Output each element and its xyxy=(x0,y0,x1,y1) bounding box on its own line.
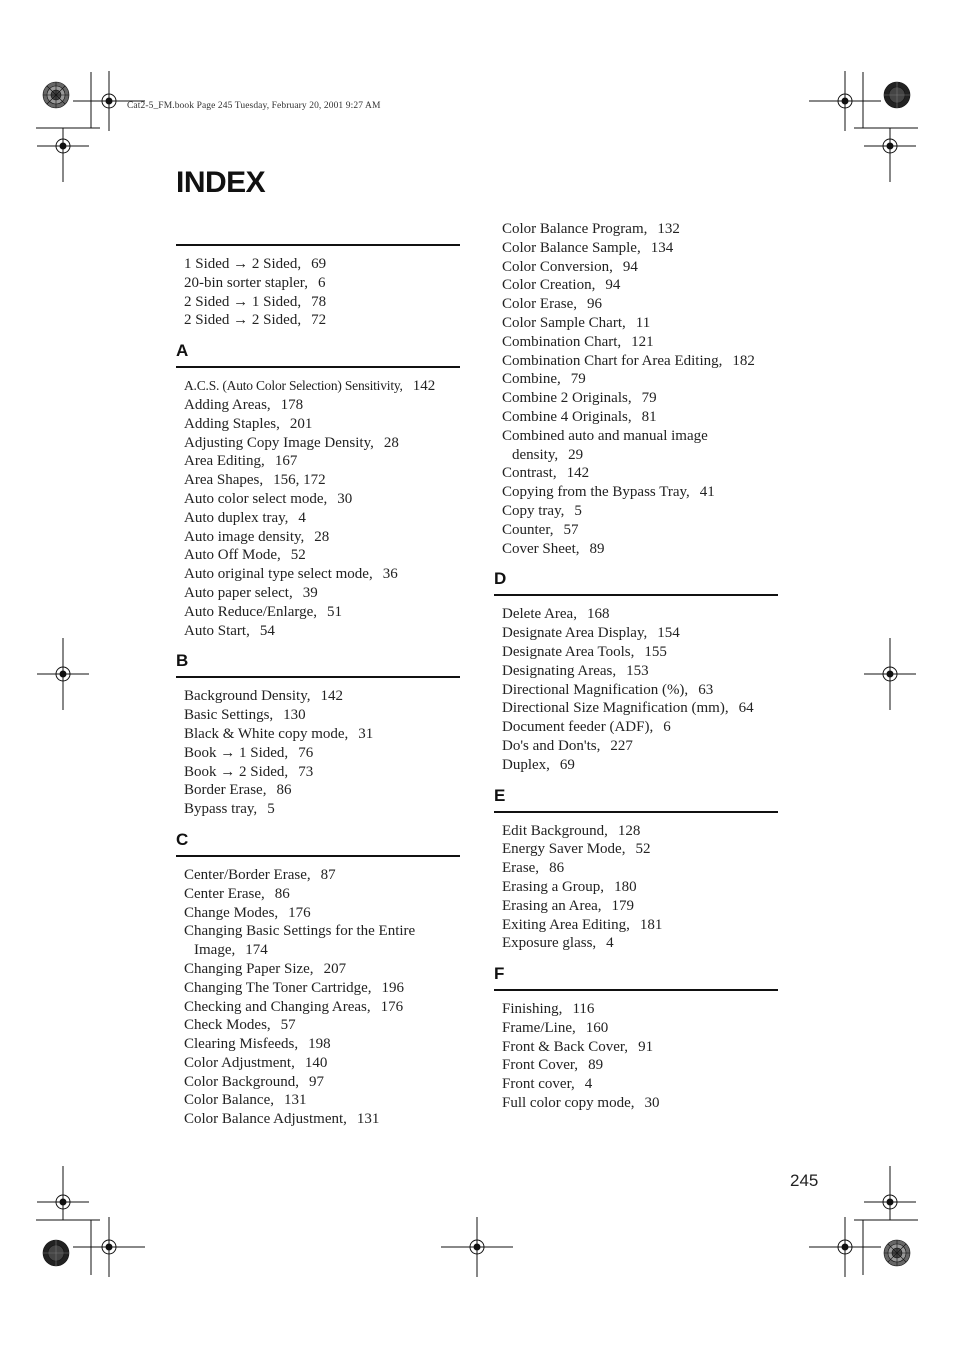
index-entry-continuation-text: Image, xyxy=(194,942,236,959)
index-entry-page: 167 xyxy=(274,453,298,470)
index-entry xyxy=(184,434,460,453)
index-entry xyxy=(502,276,778,295)
index-entry-term: Do's and Don'ts, xyxy=(502,737,601,754)
index-entry-page: 51 xyxy=(327,603,343,620)
index-entry xyxy=(184,622,460,641)
index-entry-page: 96 xyxy=(586,296,602,313)
entry-list xyxy=(494,220,778,558)
index-entry xyxy=(184,866,460,885)
index-entry-page: 4 xyxy=(606,935,614,952)
index-entry-term: Auto Start, xyxy=(184,622,250,639)
index-entry-page: 227 xyxy=(610,737,633,754)
index-entry-page: 121 xyxy=(631,333,654,350)
index-entry-term: A.C.S. (Auto Color Selection) Sensitivity, xyxy=(184,378,403,394)
entry-list xyxy=(176,368,460,640)
index-entry-page: 30 xyxy=(337,490,353,507)
index-entry-term: Designate Area Tools, xyxy=(502,643,635,660)
index-entry xyxy=(184,904,460,923)
index-section xyxy=(176,650,460,819)
index-entry-term: Contrast, xyxy=(502,465,557,482)
index-entry xyxy=(502,1000,778,1019)
index-entry-page: 79 xyxy=(570,371,586,388)
index-entry-term: Color Adjustment, xyxy=(184,1054,295,1071)
index-entry-page: 116 xyxy=(572,1001,595,1018)
index-entry-term: Erase, xyxy=(502,860,540,877)
index-entry-term: Adding Areas, xyxy=(184,396,271,413)
index-entry-term: Background Density, xyxy=(184,688,311,705)
index-entry-page: 6 xyxy=(317,274,326,291)
index-entry-page: 132 xyxy=(657,221,680,237)
index-entry-term: Auto Off Mode, xyxy=(184,547,281,564)
index-entry-term: Changing Paper Size, xyxy=(184,960,314,977)
index-entry-term: Finishing, xyxy=(502,1001,563,1018)
index-entry-term: Erasing a Group, xyxy=(502,878,605,895)
index-entry xyxy=(184,998,460,1017)
index-entry-term: Delete Area, xyxy=(502,606,577,623)
index-section xyxy=(494,785,778,954)
index-entry xyxy=(502,737,778,756)
index-section xyxy=(176,244,460,330)
index-entry-page: 78 xyxy=(311,293,327,310)
index-entry xyxy=(502,333,778,352)
index-entry xyxy=(184,603,460,622)
index-entry-term: Adjusting Copy Image Density, xyxy=(184,434,374,451)
index-entry xyxy=(184,565,460,584)
index-entry-page: 6 xyxy=(663,719,671,736)
index-entry-page: 134 xyxy=(650,239,674,256)
index-entry-term: Exiting Area Editing, xyxy=(502,916,630,933)
index-entry-term: Directional Magnification (%), xyxy=(502,681,689,698)
index-entry-page: 28 xyxy=(383,434,399,451)
index-entry xyxy=(502,464,778,483)
index-entry-page: 87 xyxy=(320,866,336,883)
index-entry-term: Front cover, xyxy=(502,1076,575,1093)
index-entry xyxy=(502,389,778,408)
index-entry-page: 94 xyxy=(622,258,638,275)
index-entry xyxy=(184,471,460,490)
index-entry-term: Book → 1 Sided, xyxy=(184,744,289,761)
index-entry-term: Clearing Misfeeds, xyxy=(184,1036,299,1053)
index-entry-page: 142 xyxy=(412,378,436,395)
index-entry-page: 73 xyxy=(298,763,314,780)
index-entry-page: 31 xyxy=(358,725,374,742)
index-entry-page: 86 xyxy=(549,860,565,877)
index-entry-term: Auto image density, xyxy=(184,528,305,545)
index-entry-term: Cover Sheet, xyxy=(502,540,580,557)
index-entry-page: 160 xyxy=(585,1019,609,1036)
index-entry-term: Color Conversion, xyxy=(502,258,613,275)
page-title: INDEX xyxy=(176,166,266,199)
index-entry-term: Bypass tray, xyxy=(184,801,258,818)
index-entry-page: 140 xyxy=(304,1054,328,1071)
index-entry-page: 57 xyxy=(563,521,579,538)
index-entry xyxy=(184,885,460,904)
section-letter: F xyxy=(494,964,505,984)
index-entry-page: 156, 172 xyxy=(273,472,326,489)
index-entry xyxy=(502,718,778,737)
index-entry-term: Exposure glass, xyxy=(502,935,597,952)
index-entry xyxy=(502,370,778,389)
index-entry-page: 52 xyxy=(290,547,306,564)
index-column-right xyxy=(494,220,778,1113)
index-entry-page: 130 xyxy=(283,707,306,724)
index-entry xyxy=(502,643,778,662)
index-entry xyxy=(502,352,778,371)
index-entry-page: 86 xyxy=(274,885,290,902)
index-entry-page: 72 xyxy=(311,312,327,329)
index-entry-term: Combine 2 Originals, xyxy=(502,390,632,407)
index-column-left xyxy=(176,244,460,1129)
index-entry-page: 79 xyxy=(641,390,657,407)
index-entry xyxy=(184,781,460,800)
index-entry xyxy=(502,699,778,718)
index-entry-term: 20-bin sorter stapler, xyxy=(184,274,308,291)
index-entry xyxy=(502,483,778,502)
index-entry-page: 94 xyxy=(605,277,621,294)
index-entry-term: Copying from the Bypass Tray, xyxy=(502,484,690,501)
index-entry xyxy=(184,1091,460,1110)
index-entry-term: Combination Chart, xyxy=(502,333,622,350)
index-entry-page: 182 xyxy=(732,352,755,369)
index-entry-page: 69 xyxy=(559,756,575,773)
index-section xyxy=(494,568,778,774)
index-entry-term: Auto original type select mode, xyxy=(184,566,373,583)
color-target-marks xyxy=(43,82,910,1266)
index-entry-term: Border Erase, xyxy=(184,782,267,799)
index-entry-term: Energy Saver Mode, xyxy=(502,841,626,858)
index-entry-term: 2 Sided → 1 Sided, xyxy=(184,293,302,310)
index-entry-page: 63 xyxy=(698,681,714,698)
index-entry xyxy=(502,220,778,239)
index-entry-term: Document feeder (ADF), xyxy=(502,719,654,736)
index-entry xyxy=(502,624,778,643)
index-entry-term: Checking and Changing Areas, xyxy=(184,998,371,1015)
index-entry-term: Book → 2 Sided, xyxy=(184,763,289,780)
index-entry-page: 196 xyxy=(381,979,405,996)
index-entry-page: 176 xyxy=(380,998,404,1015)
index-entry-term: Black & White copy mode, xyxy=(184,725,349,742)
entry-list xyxy=(494,991,778,1113)
index-entry-term: Counter, xyxy=(502,521,554,538)
index-entry xyxy=(184,979,460,998)
index-entry xyxy=(184,922,460,960)
index-entry xyxy=(502,540,778,559)
index-entry-term: Adding Staples, xyxy=(184,415,280,432)
index-entry xyxy=(502,521,778,540)
index-entry-continuation-text: density, xyxy=(512,446,559,463)
index-entry-page: 52 xyxy=(635,841,651,858)
index-entry xyxy=(502,916,778,935)
index-entry-page: 5 xyxy=(574,502,582,519)
index-entry-term: Erasing an Area, xyxy=(502,897,602,914)
index-entry xyxy=(184,744,460,763)
section-letter: D xyxy=(494,569,507,589)
index-entry-page: 131 xyxy=(283,1092,307,1109)
index-entry-page: 11 xyxy=(635,314,651,331)
index-entry xyxy=(184,509,460,528)
entry-list xyxy=(494,596,778,774)
index-entry xyxy=(502,1038,778,1057)
index-entry xyxy=(502,314,778,333)
index-entry-term: Changing The Toner Cartridge, xyxy=(184,979,372,996)
index-entry xyxy=(502,605,778,624)
index-entry-term: Auto paper select, xyxy=(184,584,293,601)
index-entry-page: 180 xyxy=(614,878,637,895)
index-entry xyxy=(184,274,460,293)
index-entry-page: 76 xyxy=(298,744,314,761)
index-entry xyxy=(184,1016,460,1035)
index-entry xyxy=(502,1075,778,1094)
index-entry xyxy=(184,293,460,312)
index-entry xyxy=(502,1094,778,1113)
index-entry-page: 178 xyxy=(280,396,304,413)
index-entry-term: Combine 4 Originals, xyxy=(502,408,632,425)
index-entry xyxy=(184,452,460,471)
index-entry xyxy=(502,502,778,521)
index-entry-term: Color Balance Sample, xyxy=(502,239,641,256)
index-entry-page: 181 xyxy=(639,916,663,933)
index-entry-term: Directional Size Magnification (mm), xyxy=(502,700,729,717)
index-entry-term: Auto color select mode, xyxy=(184,490,328,507)
print-header: Cat2-5_FM.book Page 245 Tuesday, February 20, 2001 9:27 AM xyxy=(127,101,381,111)
index-entry-term: Combination Chart for Area Editing, xyxy=(502,352,723,369)
index-entry-term: Front & Back Cover, xyxy=(502,1038,629,1055)
index-entry xyxy=(184,725,460,744)
index-entry xyxy=(184,528,460,547)
index-entry-term: Front Cover, xyxy=(502,1057,579,1074)
index-entry-term: Area Editing, xyxy=(184,453,265,470)
index-entry xyxy=(184,415,460,434)
section-letter: B xyxy=(176,651,189,671)
index-entry xyxy=(502,258,778,277)
index-entry-term: 1 Sided → 2 Sided, xyxy=(184,256,302,272)
index-entry xyxy=(502,897,778,916)
index-entry-page: 174 xyxy=(245,942,268,959)
index-entry-page: 89 xyxy=(588,1057,604,1074)
index-entry-page: 89 xyxy=(589,540,605,557)
index-entry-term: Frame/Line, xyxy=(502,1019,576,1036)
index-entry-term: Change Modes, xyxy=(184,904,279,921)
index-entry xyxy=(502,859,778,878)
index-entry-page: 36 xyxy=(382,566,398,583)
index-entry-term: Combined auto and manual image xyxy=(502,427,708,444)
index-entry-term: 2 Sided → 2 Sided, xyxy=(184,312,302,329)
index-entry-page: 54 xyxy=(259,622,275,639)
index-entry-page: 57 xyxy=(280,1017,296,1034)
entry-list xyxy=(176,857,460,1129)
index-entry xyxy=(502,1056,778,1075)
index-entry xyxy=(502,408,778,427)
index-entry-term: Copy tray, xyxy=(502,502,565,519)
index-section xyxy=(494,220,778,558)
index-entry-term: Auto duplex tray, xyxy=(184,509,289,526)
index-entry-page: 91 xyxy=(638,1038,654,1055)
index-entry xyxy=(502,681,778,700)
index-entry-page: 30 xyxy=(644,1095,660,1112)
index-entry xyxy=(184,546,460,565)
index-entry xyxy=(184,1035,460,1054)
index-entry-page: 155 xyxy=(644,643,667,660)
index-entry-page: 142 xyxy=(320,688,344,705)
index-entry-term: Check Modes, xyxy=(184,1017,271,1034)
index-entry xyxy=(184,1110,460,1129)
index-entry-term: Color Erase, xyxy=(502,296,577,313)
index-entry-page: 64 xyxy=(738,700,754,717)
index-entry-term: Duplex, xyxy=(502,756,550,773)
index-entry-page: 201 xyxy=(289,415,313,432)
index-entry xyxy=(184,311,460,330)
entry-list xyxy=(176,246,460,330)
index-entry-term: Designating Areas, xyxy=(502,662,617,679)
entry-list xyxy=(494,813,778,954)
index-entry-page: 4 xyxy=(298,509,306,526)
index-entry-page: 128 xyxy=(617,822,641,839)
index-entry-page: 5 xyxy=(267,801,275,818)
index-entry xyxy=(502,295,778,314)
index-entry xyxy=(184,763,460,782)
crosshair-marks xyxy=(37,71,916,1277)
index-entry-term: Color Balance Adjustment, xyxy=(184,1111,347,1128)
index-entry-page: 154 xyxy=(657,625,680,642)
index-entry-term: Center Erase, xyxy=(184,885,265,902)
index-entry xyxy=(184,396,460,415)
index-entry-page: 198 xyxy=(308,1036,331,1053)
page-number: 245 xyxy=(790,1171,819,1190)
index-entry-term: Auto Reduce/Enlarge, xyxy=(184,603,318,620)
index-entry-term: Center/Border Erase, xyxy=(184,866,311,883)
entry-list xyxy=(176,678,460,819)
index-entry xyxy=(184,255,460,274)
index-entry-term: Combine, xyxy=(502,371,561,388)
index-entry-continuation xyxy=(502,446,778,465)
index-section xyxy=(176,829,460,1129)
index-entry xyxy=(502,840,778,859)
index-entry-page: 176 xyxy=(288,904,311,921)
index-entry-term: Color Creation, xyxy=(502,277,596,294)
section-letter: A xyxy=(176,341,189,361)
index-entry-continuation xyxy=(184,941,460,960)
index-entry xyxy=(184,1054,460,1073)
index-entry-page: 69 xyxy=(311,256,327,272)
section-letter: C xyxy=(176,829,189,849)
index-entry-page: 4 xyxy=(584,1076,593,1093)
index-entry-page: 39 xyxy=(302,584,318,601)
index-entry-term: Edit Background, xyxy=(502,822,608,839)
index-entry-term: Designate Area Display, xyxy=(502,625,648,642)
index-entry xyxy=(184,584,460,603)
index-entry xyxy=(184,706,460,725)
index-entry-term: Area Shapes, xyxy=(184,472,264,489)
index-entry xyxy=(502,878,778,897)
index-entry-page: 86 xyxy=(276,782,292,799)
index-entry xyxy=(184,490,460,509)
index-entry xyxy=(502,756,778,775)
index-entry-page: 41 xyxy=(699,484,715,501)
index-entry-page: 28 xyxy=(314,528,330,545)
index-entry xyxy=(184,960,460,979)
index-entry-page: 168 xyxy=(586,606,610,623)
index-entry xyxy=(184,800,460,819)
index-entry xyxy=(502,427,778,465)
index-section xyxy=(176,340,460,640)
index-entry-term: Full color copy mode, xyxy=(502,1095,635,1112)
index-entry-page: 29 xyxy=(568,446,584,463)
section-letter: E xyxy=(494,785,506,805)
index-entry-page: 81 xyxy=(641,408,657,425)
index-section xyxy=(494,963,778,1113)
index-entry-term: Color Background, xyxy=(184,1073,299,1090)
index-entry xyxy=(502,934,778,953)
index-entry-page: 97 xyxy=(308,1073,324,1090)
index-entry xyxy=(184,1073,460,1092)
index-entry-page: 142 xyxy=(566,465,590,482)
index-entry xyxy=(184,687,460,706)
index-entry xyxy=(502,239,778,258)
index-entry-page: 131 xyxy=(356,1111,380,1128)
index-entry-page: 207 xyxy=(323,960,347,977)
index-entry xyxy=(502,822,778,841)
index-entry-term: Color Sample Chart, xyxy=(502,314,626,331)
index-entry xyxy=(502,1019,778,1038)
index-entry-term: Basic Settings, xyxy=(184,707,274,724)
index-entry-page: 179 xyxy=(611,897,635,914)
index-entry xyxy=(184,377,460,396)
index-entry-term: Changing Basic Settings for the Entire xyxy=(184,923,416,940)
index-entry xyxy=(502,662,778,681)
index-entry-page: 153 xyxy=(626,662,649,679)
index-entry-term: Color Balance, xyxy=(184,1092,274,1109)
index-entry-term: Color Balance Program, xyxy=(502,221,648,237)
